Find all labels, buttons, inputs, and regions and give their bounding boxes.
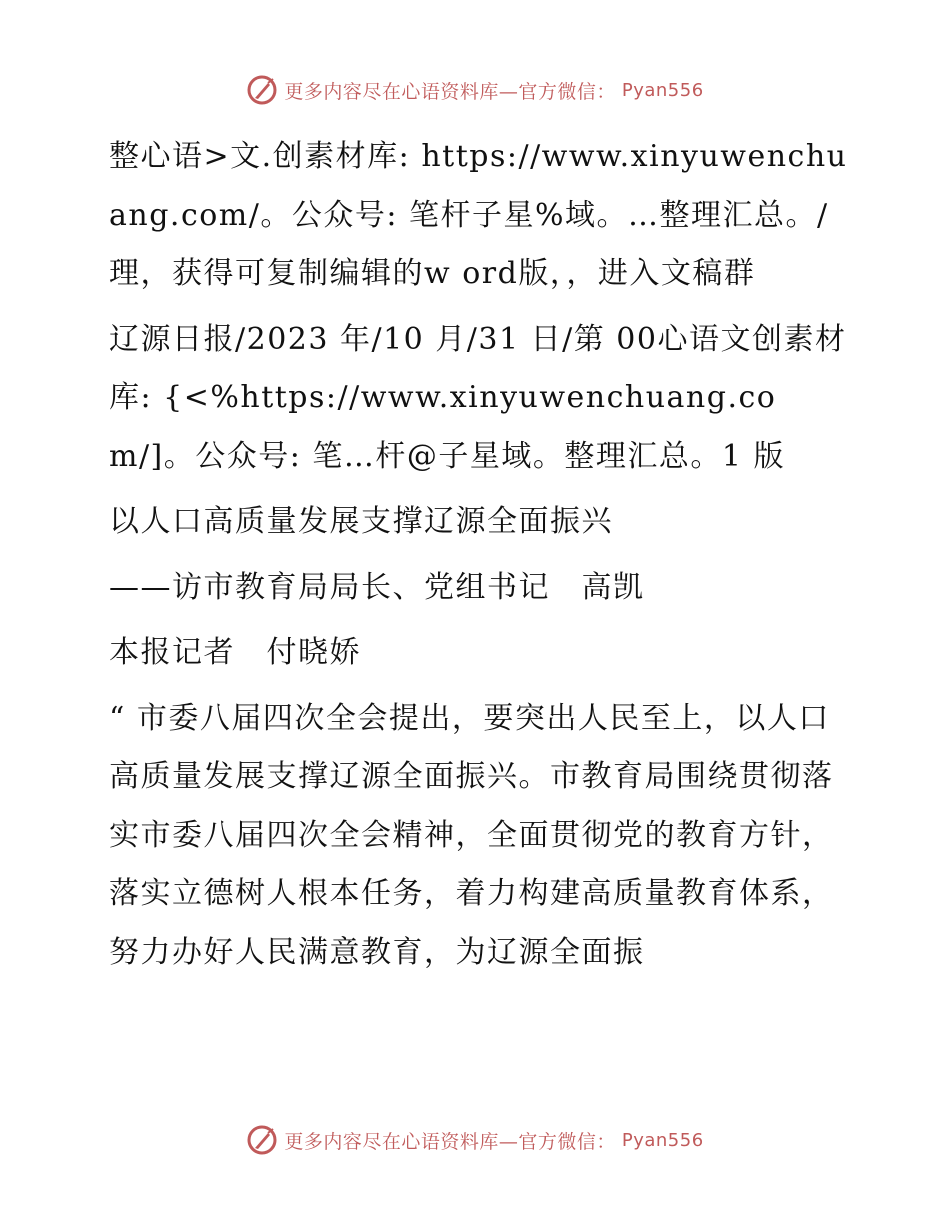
article-body-paragraph: “ 市委八届四次全会提出，要突出人民至上，以人口高质量发展支撑辽源全面振兴。市教育局围绕贯彻落实市委八届四次全会精神，全面贯彻党的教育方针，落实立德树人根本任务，着力构建高质量教育体系，努力办好人民满意教育，为辽源全面振 — [109, 700, 834, 970]
paragraph-source-note: 整心语>文.创素材库: https://www.xinyuwenchuang.com/。公众号: 笔杆子星%域。…整理汇总。/理，获得可复制编辑的w ord版，，进入文稿群 — [109, 139, 848, 291]
article-byline: 本报记者 付晓娇 — [109, 635, 361, 670]
watermark-id: Pyan556 — [621, 79, 704, 101]
article-subtitle: ——访市教育局局长、党组书记 高凯 — [109, 569, 645, 605]
watermark-text: 更多内容尽在心语资料库—官方微信： — [284, 80, 616, 103]
paragraph-dateline: 辽源日报/2023 年/10 月/31 日/第 00心语文创素材库: {<%https://www.xinyuwenchuang.com/]。公众号: 笔…杆@子星域。整理汇总。1 版 — [109, 321, 847, 474]
watermark-id: Pyan556 — [621, 1129, 704, 1151]
document-body — [97, 128, 857, 989]
footer-watermark — [0, 1124, 950, 1156]
quill-logo-icon — [246, 1124, 278, 1156]
watermark-text: 更多内容尽在心语资料库—官方微信： — [284, 1130, 616, 1153]
quill-logo-icon — [246, 74, 278, 106]
header-watermark — [0, 74, 950, 106]
article-title: 以人口高质量发展支撑辽源全面振兴 — [109, 504, 613, 539]
